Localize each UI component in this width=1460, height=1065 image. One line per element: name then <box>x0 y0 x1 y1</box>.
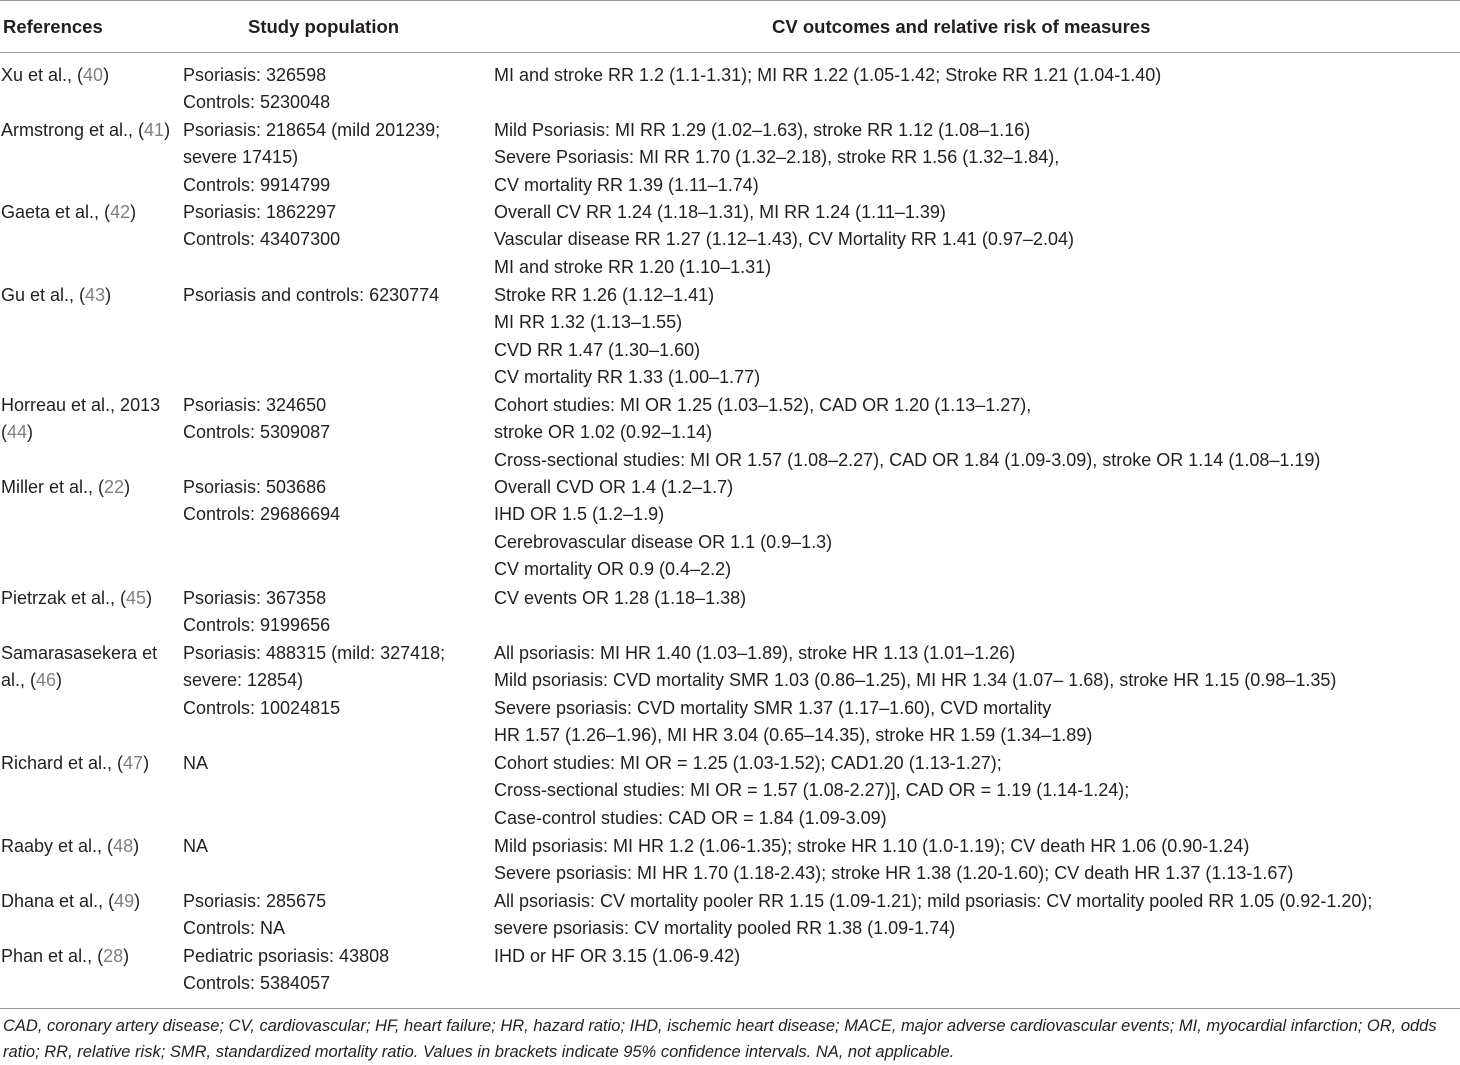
reference-link[interactable]: 41 <box>144 120 165 140</box>
outcomes-cell: CV events OR 1.28 (1.18–1.38) <box>494 588 747 608</box>
reference-link[interactable]: 48 <box>113 836 134 856</box>
table-row <box>0 62 1460 117</box>
header-study-population: Study population <box>248 16 400 37</box>
outcomes-cell: All psoriasis: CV mortality pooler RR 1.15 (1.09-1.21); mild psoriasis: CV mortality pooled RR 1.05 (0.92-1.20); severe psoriasis: CV mortality pooled RR 1.38 (1.09-1.74) <box>494 891 1373 939</box>
outcomes-cell: All psoriasis: MI HR 1.40 (1.03–1.89), stroke HR 1.13 (1.01–1.26) Mild psoriasis: CVD mortality SMR 1.03 (0.86–1.25), MI HR 1.34 (1.07– 1.68), stroke HR 1.15 (0.98–1.35) Severe psoriasis: CVD mortality SMR 1.37 (1.17–1.60), CVD mortality HR 1.57 (1.26–1.96), MI HR 3.04 (0.65–14.35), stroke HR 1.59 (1.34–1.89) <box>494 643 1337 746</box>
reference-link[interactable]: 47 <box>123 753 144 773</box>
table-row <box>0 474 1460 585</box>
table-row <box>0 282 1460 392</box>
population-cell: Psoriasis: 488315 (mild: 327418; severe: 12854) Controls: 10024815 <box>183 643 446 718</box>
reference-link[interactable]: 22 <box>104 477 125 497</box>
reference-cell: Phan et al., (28) <box>1 946 130 966</box>
table-bottom-rule <box>0 1008 1460 1009</box>
table-row <box>0 833 1460 888</box>
population-cell: Psoriasis and controls: 6230774 <box>183 285 440 305</box>
outcomes-cell: Overall CVD OR 1.4 (1.2–1.7) IHD OR 1.5 (1.2–1.9) Cerebrovascular disease OR 1.1 (0.9–1.3) CV mortality OR 0.9 (0.4–2.2) <box>494 477 833 580</box>
reference-cell: Gu et al., (43) <box>1 285 112 305</box>
reference-cell: Raaby et al., (48) <box>1 836 140 856</box>
table-row <box>0 199 1460 282</box>
reference-link[interactable]: 45 <box>126 588 147 608</box>
reference-link[interactable]: 49 <box>114 891 135 911</box>
outcomes-cell: MI and stroke RR 1.2 (1.1-1.31); MI RR 1.22 (1.05-1.42; Stroke RR 1.21 (1.04-1.40) <box>494 65 1162 85</box>
table-row <box>0 750 1460 833</box>
population-cell: Psoriasis: 326598 Controls: 5230048 <box>183 65 331 113</box>
reference-cell: Armstrong et al., (41) <box>1 120 171 140</box>
outcomes-cell: Mild psoriasis: MI HR 1.2 (1.06-1.35); stroke HR 1.10 (1.0-1.19); CV death HR 1.06 (0.90-1.24) Severe psoriasis: MI HR 1.70 (1.18-2.43); stroke HR 1.38 (1.20-1.60); CV death HR 1.37 (1.13-1.67) <box>494 836 1294 884</box>
reference-link[interactable]: 43 <box>85 285 106 305</box>
reference-cell: Pietrzak et al., (45) <box>1 588 153 608</box>
reference-link[interactable]: 44 <box>7 422 28 443</box>
cv-outcomes-table <box>0 0 1460 53</box>
reference-cell: Miller et al., (22) <box>1 477 131 497</box>
reference-cell: Richard et al., (47) <box>1 753 150 773</box>
reference-cell: Samarasasekera et al., (46) <box>1 643 158 691</box>
table-row <box>0 640 1460 750</box>
outcomes-cell: IHD or HF OR 3.15 (1.06-9.42) <box>494 946 741 966</box>
reference-cell: Gaeta et al., (42) <box>1 202 137 222</box>
reference-cell: Dhana et al., (49) <box>1 891 141 911</box>
reference-link[interactable]: 42 <box>110 202 131 222</box>
table-row <box>0 117 1460 199</box>
header-cv-outcomes: CV outcomes and relative risk of measures <box>772 16 1151 37</box>
reference-link[interactable]: 28 <box>103 946 124 966</box>
table-footnote: CAD, coronary artery disease; CV, cardiovascular; HF, heart failure; HR, hazard ratio; IHD, ischemic heart disease; MACE, major adverse cardiovascular events; MI, myocardial infarction; OR, odds ratio; RR, relative risk; SMR, standardized mortality ratio. Values in brackets indicate 95% confidence intervals. NA, not applicable. <box>3 1017 1437 1061</box>
population-cell: Psoriasis: 218654 (mild 201239; severe 17415) Controls: 9914799 <box>183 120 441 195</box>
table-body <box>0 62 1460 998</box>
population-cell: NA <box>183 836 209 856</box>
population-cell: Pediatric psoriasis: 43808 Controls: 5384057 <box>183 946 390 994</box>
outcomes-cell: Stroke RR 1.26 (1.12–1.41) MI RR 1.32 (1.13–1.55) CVD RR 1.47 (1.30–1.60) CV mortality RR 1.33 (1.00–1.77) <box>494 285 761 388</box>
outcomes-cell: Cohort studies: MI OR 1.25 (1.03–1.52), CAD OR 1.20 (1.13–1.27), stroke OR 1.02 (0.92–1.14) Cross-sectional studies: MI OR 1.57 (1.08–2.27), CAD OR 1.84 (1.09-3.09), stroke OR 1.14 (1.08–1.19) <box>494 395 1321 470</box>
population-cell: Psoriasis: 503686 Controls: 29686694 <box>183 477 341 525</box>
outcomes-cell: Cohort studies: MI OR = 1.25 (1.03-1.52); CAD1.20 (1.13-1.27); Cross-sectional studies: MI OR = 1.57 (1.08-2.27)], CAD OR = 1.19 (1.14-1.24); Case-control studies: CAD OR = 1.84 (1.09-3.09) <box>494 753 1130 828</box>
outcomes-cell: Overall CV RR 1.24 (1.18–1.31), MI RR 1.24 (1.11–1.39) Vascular disease RR 1.27 (1.12–1.43), CV Mortality RR 1.41 (0.97–2.04) MI and stroke RR 1.20 (1.10–1.31) <box>494 202 1074 277</box>
table-row <box>0 585 1460 640</box>
population-cell: Psoriasis: 285675 Controls: NA <box>183 891 327 939</box>
header-references: References <box>3 16 103 37</box>
population-cell: NA <box>183 753 209 773</box>
reference-link[interactable]: 40 <box>83 65 104 85</box>
population-cell: Psoriasis: 1862297 Controls: 43407300 <box>183 202 341 250</box>
population-cell: Psoriasis: 324650 Controls: 5309087 <box>183 395 331 443</box>
table-row <box>0 888 1460 943</box>
reference-cell: Xu et al., (40) <box>1 65 110 85</box>
reference-link[interactable]: 46 <box>36 670 57 691</box>
table-header-row <box>0 0 1460 53</box>
population-cell: Psoriasis: 367358 Controls: 9199656 <box>183 588 331 636</box>
outcomes-cell: Mild Psoriasis: MI RR 1.29 (1.02–1.63), stroke RR 1.12 (1.08–1.16) Severe Psoriasis: MI RR 1.70 (1.32–2.18), stroke RR 1.56 (1.32–1.84), CV mortality RR 1.39 (1.11–1.74) <box>494 120 1060 195</box>
reference-cell: Horreau et al., 2013 (44) <box>1 395 161 443</box>
table-row <box>0 392 1460 474</box>
table-row <box>0 943 1460 998</box>
